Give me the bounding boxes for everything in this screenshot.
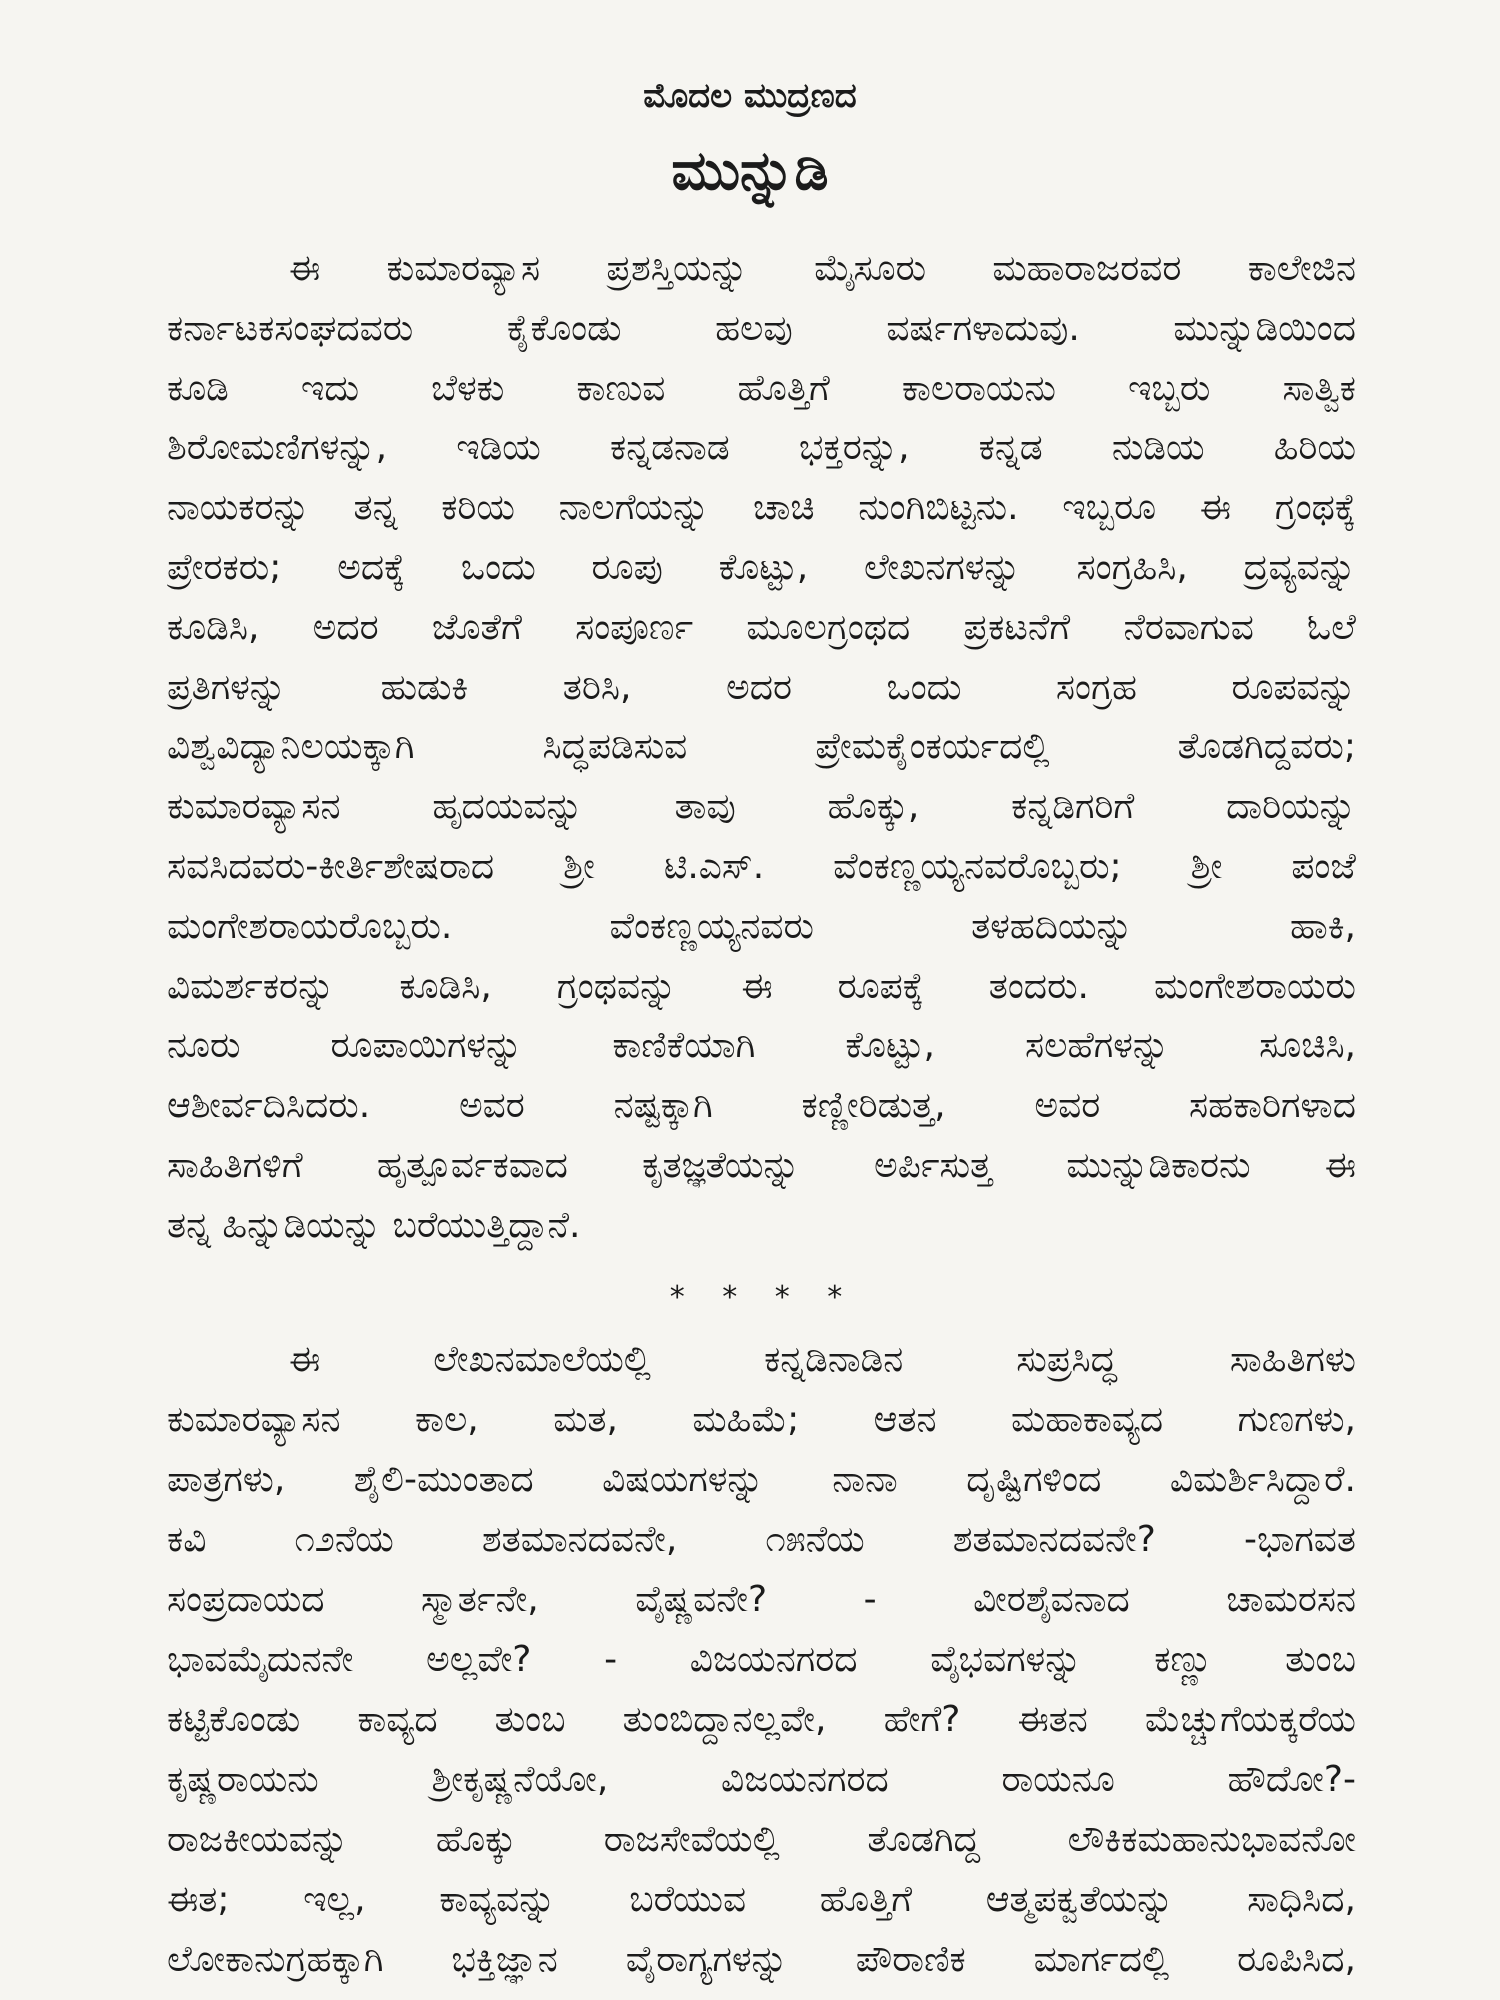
text-line: ವಿಮರ್ಶಕರನ್ನು ಕೂಡಿಸಿ, ಗ್ರಂಥವನ್ನು ಈ ರೂಪಕ್ಕೆ ತಂದರು. ಮಂಗೇಶರಾಯರು — [167, 965, 1356, 1007]
text-line: ಮಂಗೇಶರಾಯರೊಬ್ಬರು. ವೆಂಕಣ್ಣಯ್ಯನವರು ತಳಹದಿಯನ್ನು ಹಾಕಿ, — [167, 905, 1356, 947]
text-line: ಈ ಲೇಖನಮಾಲೆಯಲ್ಲಿ ಕನ್ನಡಿನಾಡಿನ ಸುಪ್ರಸಿದ್ಧ ಸಾಹಿತಿಗಳು — [289, 1339, 1356, 1380]
page-title: ಮುನ್ನುಡಿ — [671, 139, 829, 202]
text-line: ಕಟ್ಟಿಕೊಂಡು ಕಾವ್ಯದ ತುಂಬ ತುಂಬಿದ್ದಾನಲ್ಲವೇ, ಹೇಗೆ? ಈತನ ಮೆಚ್ಚುಗೆಯಕ್ಕರೆಯ — [167, 1699, 1356, 1740]
text-line: ಈ ಕುಮಾರವ್ಯಾಸ ಪ್ರಶಸ್ತಿಯನ್ನು ಮೈಸೂರು ಮಹಾರಾಜರವರ ಕಾಲೇಜಿನ — [289, 248, 1356, 289]
paragraph — [167, 239, 1356, 1256]
text-line: ಈತ; ಇಲ್ಲ, ಕಾವ್ಯವನ್ನು ಬರೆಯುವ ಹೊತ್ತಿಗೆ ಆತ್ಮಪಕ್ವತೆಯನ್ನು ಸಾಧಿಸಿದ, — [167, 1879, 1356, 1920]
section-separator: * * * * — [669, 1280, 857, 1315]
text-line: ಕೃಷ್ಣರಾಯನು ಶ್ರೀಕೃಷ್ಣನೆಯೋ, ವಿಜಯನಗರದ ರಾಯನೂ ಹೌದೋ?- — [167, 1759, 1356, 1800]
text-line: ಕವಿ ೧೨ನೆಯ ಶತಮಾನದವನೇ, ೧೫ನೆಯ ಶತಮಾನದವನೇ? -ಭಾಗವತ — [167, 1519, 1356, 1560]
paragraph — [167, 1330, 1356, 1990]
text-line: ಕೂಡಿಸಿ, ಅದರ ಜೊತೆಗೆ ಸಂಪೂರ್ಣ ಮೂಲಗ್ರಂಥದ ಪ್ರಕಟನೆಗೆ ನೆರವಾಗುವ ಓಲೆ — [167, 606, 1356, 648]
text-line: ಸಂಪ್ರದಾಯದ ಸ್ಮಾರ್ತನೇ, ವೈಷ್ಣವನೇ? - ವೀರಶೈವನಾದ ಚಾಮರಸನ — [167, 1579, 1356, 1620]
text-line: ವಿಶ್ವವಿದ್ಯಾನಿಲಯಕ್ಕಾಗಿ ಸಿದ್ಧಪಡಿಸುವ ಪ್ರೇಮಕೈಂಕರ್ಯದಲ್ಲಿ ತೊಡಗಿದ್ದವರು; — [167, 726, 1356, 768]
text-line: ನೂರು ರೂಪಾಯಿಗಳನ್ನು ಕಾಣಿಕೆಯಾಗಿ ಕೊಟ್ಟು, ಸಲಹೆಗಳನ್ನು ಸೂಚಿಸಿ, — [167, 1025, 1356, 1067]
text-line: ಶಿರೋಮಣಿಗಳನ್ನು, ಇಡಿಯ ಕನ್ನಡನಾಡ ಭಕ್ತರನ್ನು, ಕನ್ನಡ ನುಡಿಯ ಹಿರಿಯ — [167, 427, 1356, 469]
text-line: ಪ್ರತಿಗಳನ್ನು ಹುಡುಕಿ ತರಿಸಿ, ಅದರ ಒಂದು ಸಂಗ್ರಹ ರೂಪವನ್ನು — [167, 666, 1356, 708]
text-line: ಪ್ರೇರಕರು; ಅದಕ್ಕೆ ಒಂದು ರೂಪು ಕೊಟ್ಟು, ಲೇಖನಗಳನ್ನು ಸಂಗ್ರಹಿಸಿ, ದ್ರವ್ಯವನ್ನು — [167, 546, 1356, 588]
text-line: ಕೂಡಿ ಇದು ಬೆಳಕು ಕಾಣುವ ಹೊತ್ತಿಗೆ ಕಾಲರಾಯನು ಇಬ್ಬರು ಸಾತ್ವಿಕ — [167, 367, 1356, 409]
edition-heading: ಮೊದಲ ಮುದ್ರಣದ — [643, 76, 857, 116]
text-line: ಪಾತ್ರಗಳು, ಶೈಲಿ-ಮುಂತಾದ ವಿಷಯಗಳನ್ನು ನಾನಾ ದೃಷ್ಟಿಗಳಿಂದ ವಿಮರ್ಶಿಸಿದ್ದಾರೆ. — [167, 1459, 1356, 1500]
text-line: ಕುಮಾರವ್ಯಾಸನ ಕಾಲ, ಮತ, ಮಹಿಮೆ; ಆತನ ಮಹಾಕಾವ್ಯದ ಗುಣಗಳು, — [167, 1399, 1356, 1440]
text-line: ತನ್ನ ಹಿನ್ನುಡಿಯನ್ನು ಬರೆಯುತ್ತಿದ್ದಾನೆ. — [167, 1204, 581, 1246]
text-line: ಲೋಕಾನುಗ್ರಹಕ್ಕಾಗಿ ಭಕ್ತಿಜ್ಞಾನ ವೈರಾಗ್ಯಗಳನ್ನು ಪೌರಾಣಿಕ ಮಾರ್ಗದಲ್ಲಿ ರೂಪಿಸಿದ, — [167, 1939, 1356, 1980]
text-line: ನಾಯಕರನ್ನು ತನ್ನ ಕರಿಯ ನಾಲಗೆಯನ್ನು ಚಾಚಿ ನುಂಗಿಬಿಟ್ಟನು. ಇಬ್ಬರೂ ಈ ಗ್ರಂಥಕ್ಕೆ — [167, 487, 1356, 529]
text-line: ಆಶೀರ್ವದಿಸಿದರು. ಅವರ ನಷ್ಟಕ್ಕಾಗಿ ಕಣ್ಣೀರಿಡುತ್ತ, ಅವರ ಸಹಕಾರಿಗಳಾದ — [167, 1085, 1356, 1127]
text-line: ಸವಸಿದವರು-ಕೀರ್ತಿಶೇಷರಾದ ಶ್ರೀ ಟಿ.ಎಸ್. ವೆಂಕಣ್ಣಯ್ಯನವರೊಬ್ಬರು; ಶ್ರೀ ಪಂಜೆ — [167, 845, 1356, 887]
text-line: ಕರ್ನಾಟಕಸಂಘದವರು ಕೈಕೊಂಡು ಹಲವು ವರ್ಷಗಳಾದುವು. ಮುನ್ನುಡಿಯಿಂದ — [167, 307, 1356, 349]
text-line: ಭಾವಮೈದುನನೇ ಅಲ್ಲವೇ? - ವಿಜಯನಗರದ ವೈಭವಗಳನ್ನು ಕಣ್ಣು ತುಂಬ — [167, 1639, 1356, 1680]
text-line: ರಾಜಕೀಯವನ್ನು ಹೊಕ್ಕು ರಾಜಸೇವೆಯಲ್ಲಿ ತೊಡಗಿದ್ದ ಲೌಕಿಕಮಹಾನುಭಾವನೋ — [167, 1819, 1356, 1860]
text-line: ಕುಮಾರವ್ಯಾಸನ ಹೃದಯವನ್ನು ತಾವು ಹೊಕ್ಕು, ಕನ್ನಡಿಗರಿಗೆ ದಾರಿಯನ್ನು — [167, 786, 1356, 828]
text-line: ಸಾಹಿತಿಗಳಿಗೆ ಹೃತ್ಪೂರ್ವಕವಾದ ಕೃತಜ್ಞತೆಯನ್ನು ಅರ್ಪಿಸುತ್ತ ಮುನ್ನುಡಿಕಾರನು ಈ — [167, 1144, 1356, 1186]
